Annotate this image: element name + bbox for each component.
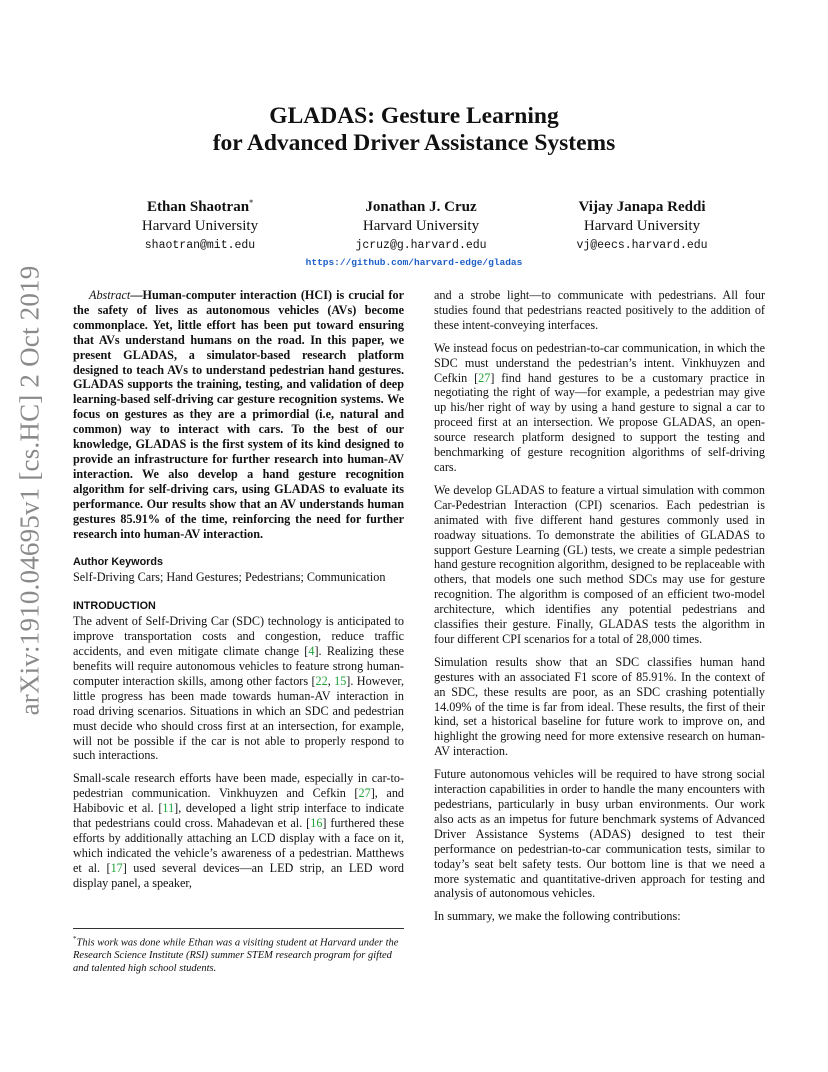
body-paragraph: In summary, we make the following contributions: [434, 909, 681, 924]
paper-title [0, 103, 828, 157]
footnote-mark: * [73, 935, 77, 943]
citation-link[interactable]: 22 [315, 673, 328, 688]
citation-link[interactable]: 15 [334, 673, 347, 688]
citation-link[interactable]: 27 [358, 786, 371, 801]
keywords-text: Self-Driving Cars; Hand Gestures; Pedestrians; Communication [73, 570, 386, 585]
repository-link[interactable]: https://github.com/harvard-edge/gladas [305, 257, 523, 268]
footnote [73, 928, 404, 975]
footnote-mark: * [249, 198, 254, 207]
abstract-text: —Human-computer interaction (HCI) is crucial for the safety of lives as autonomous vehicles (AVs) become commonplace. Yet, little effort has been put toward ensuring that AVs understand humans on the road. In this paper, we present GLADAS, a simulator-based research platform designed to teach AVs to understand pedestrian hand gestures. GLADAS supports the training, testing, and validation of deep learning-based self-driving car gesture recognition systems. We focus on gestures as they are a primordial (i.e, natural and common) way to interact with cars. To the best of our knowledge, GLADAS is the first system of its kind designed to provide an infrastructure for further research into human-AV interaction. We also develop a hand gesture recognition algorithm for self-driving cars, using GLADAS to evaluate its performance. Our results show that an AV understands human gestures 85.91% of the time, reinforcing the need for further research into human-AV interaction. [73, 288, 404, 541]
author-affiliation: Harvard University [583, 218, 701, 234]
citation-link[interactable]: 4 [308, 644, 315, 659]
arxiv-stamp [10, 265, 50, 715]
arxiv-identifier: arXiv:1910.04695v1 [cs.HC] 2 Oct 2019 [14, 265, 45, 715]
left-column [73, 288, 404, 899]
intro-paragraph-1: The advent of Self-Driving Car (SDC) technology is anticipated to improve transportation costs and congestion, reduce traffic accidents, and even mitigate climate change [4]. Realizing these benefits will require autonomous vehicles to feature strong human-computer interaction skills, among other factors [22, 15]. However, little progress has been made towards human-AV interaction in road driving scenarios. Situations in which an SDC and pedestrian must decide who should cross first at an intersection, for example, will not be possible if the car is not able to properly respond to such interactions. [73, 614, 404, 763]
citation-link[interactable]: 11 [162, 801, 175, 816]
right-column [434, 288, 765, 932]
author-1 [80, 193, 320, 255]
body-paragraph: Future autonomous vehicles will be required to have strong social interaction capabilities in order to handle the many encounters with pedestrians, particularly in busy urban environments. Our work also acts as an impetus for future benchmark systems of Advanced Driver Assistance Systems (ADAS) designed to test their performance on pedestrian-to-car communication tests, similar to today’s seat belt safety tests. Our bottom line is that we need a more systematic and quantitative-driven approach for testing and analysis of autonomous vehicles. [434, 767, 765, 901]
body-paragraph: We instead focus on pedestrian-to-car communication, in which the SDC must understand the pedestrian’s intent. Vinkhuyzen and Cefkin [27] find hand gestures to be a customary practice in negotiating the right of way—for example, a pedestrian may give up his/her right of way by using a hand gesture to signal a car to proceed first at an intersection. We propose GLADAS, an open-source research platform designed to support the testing and benchmarking of gesture recognition algorithms of self-driving cars. [434, 340, 765, 474]
abstract-label: Abstract [89, 288, 131, 302]
author-block [0, 193, 828, 253]
author-affiliation: Harvard University [362, 218, 480, 234]
author-name: Jonathan J. Cruz [365, 199, 477, 215]
author-email[interactable]: jcruz@g.harvard.edu [355, 239, 487, 252]
author-email[interactable]: vj@eecs.harvard.edu [576, 239, 708, 252]
author-name: Vijay Janapa Reddi [578, 199, 706, 215]
citation-link[interactable]: 27 [478, 370, 491, 385]
title-line-2: for Advanced Driver Assistance Systems [212, 130, 616, 156]
body-paragraph: We develop GLADAS to feature a virtual simulation with common Car-Pedestrian Interaction (CPI) scenarios. Each pedestrian is animated with five different hand gestures commonly used in roadway situations. To demonstrate the abilities of GLADAS to support Gesture Learning (GL) tests, we create a simple pedestrian hand gesture recognition algorithm, designed to be replaceable with others, that models one such method SDCs may use for gesture recognition. The algorithm is composed of an efficient two-model architecture, which identifies any potential pedestrians and classifies their gesture. Finally, GLADAS tests the algorithm in four different CPI scenarios for a total of 28,000 times. [434, 482, 765, 646]
introduction-heading: INTRODUCTION [73, 600, 156, 613]
intro-paragraph-2: Small-scale research efforts have been made, especially in car-to-pedestrian communication. Vinkhuyzen and Cefkin [27], and Habibovic et al. [11], developed a light strip interface to indicate that pedestrians could cross. Mahadevan et al. [16] furthered these efforts by additionally attaching an LCD display with a face on it, which indicated the vehicle’s awareness of a pedestrian. Matthews et al. [17] used several devices—an LED strip, an LED word display panel, a speaker, [73, 771, 405, 890]
citation-link[interactable]: 16 [310, 816, 323, 831]
author-2 [301, 193, 541, 255]
author-3 [522, 193, 762, 255]
author-affiliation: Harvard University [141, 218, 259, 234]
keywords-heading: Author Keywords [73, 556, 163, 569]
body-paragraph: and a strobe light—to communicate with pedestrians. All four studies found that pedestrians reacted positively to the addition of these intent-conveying interfaces. [434, 288, 765, 332]
author-name: Ethan Shaotran [146, 199, 250, 215]
footnote-text: This work was done while Ethan was a visiting student at Harvard under the Research Science Institute (RSI) summer STEM research program for gifted and talented high school students. [73, 937, 399, 974]
author-email[interactable]: shaotran@mit.edu [144, 239, 256, 252]
title-line-1: GLADAS: Gesture Learning [269, 103, 559, 129]
abstract [73, 288, 404, 541]
citation-link[interactable]: 17 [110, 860, 123, 875]
body-paragraph: Simulation results show that an SDC classifies human hand gestures with an associated F1 score of 85.91%. In the context of an SDC, these results are poor, as an SDC crashing potentially 14.09% of the time is far from ideal. These results, the first of their kind, set a historical baseline for future work to improve on, and highlight the growing need for more extensive research on human-AV interaction. [434, 654, 765, 759]
